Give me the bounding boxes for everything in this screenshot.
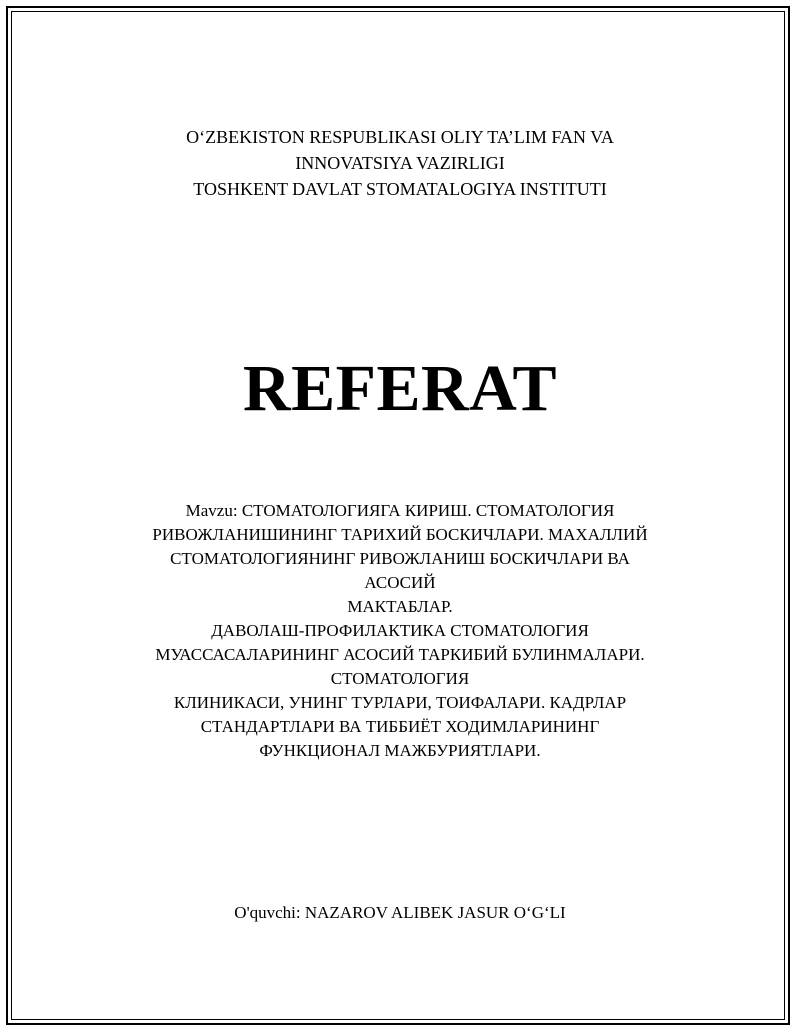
topic-line: СТОМАТОЛОГИЯ	[330, 669, 470, 688]
header-line-ministry-2: INNOVATSIYA VAZIRLIGI	[295, 153, 505, 173]
topic-line: МАКТАБЛАР.	[347, 597, 453, 616]
topic-line: РИВОЖЛАНИШИНИНГ ТАРИХИЙ БОСКИЧЛАРИ. МАХАЛЛИЙ	[152, 525, 648, 544]
topic-line: СТОМАТОЛОГИЯНИНГ РИВОЖЛАНИШ БОСКИЧЛАРИ ВА	[170, 549, 630, 568]
header-line-institute: TOSHKENT DAVLAT STOMATALOGIYA INSTITUTI	[193, 179, 607, 199]
topic-line: КЛИНИКАСИ, УНИНГ ТУРЛАРИ, ТОИФАЛАРИ. КАДРЛАР	[173, 693, 627, 712]
topic-line: СТАНДАРТЛАРИ ВА ТИББИЁТ ХОДИМЛАРИНИНГ	[200, 717, 600, 736]
document-title: REFERAT	[243, 352, 557, 425]
topic-line: МУАССАСАЛАРИНИНГ АСОСИЙ ТАРКИБИЙ БУЛИНМАЛАРИ.	[155, 645, 645, 664]
topic-block	[0, 499, 800, 763]
topic-line: Mavzu: СТОМАТОЛОГИЯГА КИРИШ. СТОМАТОЛОГИЯ	[185, 501, 615, 520]
header-line-ministry-1: O‘ZBEKISTON RESPUBLIKASI OLIY TA’LIM FAN VA	[186, 127, 614, 147]
student-name: O'quvchi: NAZAROV ALIBEK JASUR O‘G‘LI	[234, 903, 566, 922]
institution-header	[0, 124, 800, 202]
topic-line: ДАВОЛАШ-ПРОФИЛАКТИКА СТОМАТОЛОГИЯ	[211, 621, 589, 640]
topic-line: ФУНКЦИОНАЛ МАЖБУРИЯТЛАРИ.	[259, 741, 541, 760]
topic-line: АСОСИЙ	[364, 573, 436, 592]
